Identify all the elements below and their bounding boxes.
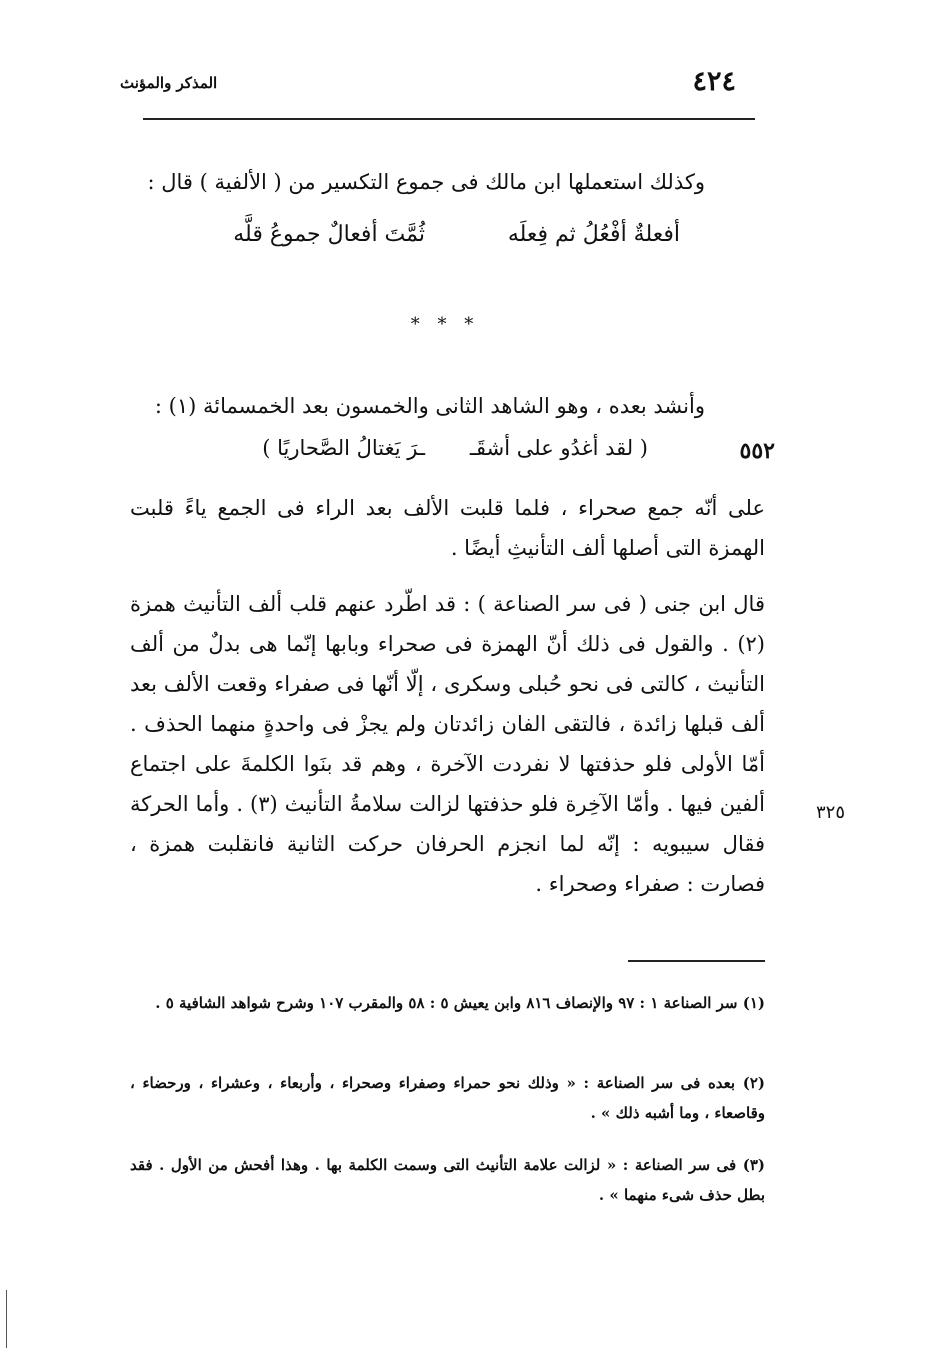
margin-number: ٣٢٥ — [815, 802, 845, 823]
scan-edge-line — [6, 1290, 7, 1348]
example-number: ٥٥٢ — [739, 438, 775, 464]
verse-right-hemistich: أفعلةٌ أفْعُلُ ثم فِعلَه — [507, 222, 680, 247]
anshad-line: وأنشد بعده ، وهو الشاهد الثانى والخمسون بعد الخمسمائة (١) : — [154, 394, 705, 418]
paragraph-2: قال ابن جنى ( فى سر الصناعة ) : قد اطّرد عنهم قلب ألف التأنيث همزة (٢) . والقول فى ذلك أنّ الهمزة فى صحراء وبابها إنّما هى بدلٌ من ألف التأنيث ، كالتى فى نحو حُبلى وسكرى ، إلّا أنّها فى صفراء وقعت الألف بعد ألف قبلها زائدة ، فالتقى الفان زائدتان ولم يجزْ فى واحدةٍ منهما الحذف . أمّا الأولى فلو حذفتها لا نفردت الآخرة ، وهم قد بنَوا الكلمةَ على اجتماع ألفين فيها . وأمّا الآخِرة فلو حذفتها لزالت سلامةُ التأنيث (٣) . وأما الحركة فقال سيبويه : إنّه لما انجزم الحرفان حركت الثانية فانقلبت همزة ، فصارت : صفراء وصحراء . — [130, 592, 765, 896]
section-separator: * * * — [410, 314, 480, 335]
footnote-1: (١) سر الصناعة ١ : ٩٧ والإنصاف ٨١٦ وابن يعيش ٥ : ٥٨ والمقرب ١٠٧ وشرح شواهد الشافية ٥ . — [155, 994, 765, 1012]
header-rule — [143, 118, 755, 120]
footnote-3: (٣) فى سر الصناعة : « لزالت علامة التأنيث التى وسمت الكلمة بها . وهذا أفحش من الأول . فقد بطل حذف شىء منهما » . — [130, 1156, 765, 1204]
footnote-2: (٢) بعده فى سر الصناعة : « وذلك نحو حمراء وصفراء وصحراء ، وأربعاء ، وعشراء ، ورحضاء ، وقاصعاء ، وما أشبه ذلك » . — [130, 1074, 765, 1122]
example-verse-left: ـرَ يَغتالُ الصَّحاريًا ) — [262, 436, 425, 460]
running-title: المذكر والمؤنث — [120, 74, 218, 92]
page-number: ٤٢٤ — [692, 66, 736, 97]
intro-line: وكذلك استعملها ابن مالك فى جموع التكسير من ( الألفية ) قال : — [147, 170, 705, 194]
example-verse-right: ( لقد أغدُو على أشقَـ — [469, 436, 648, 460]
footnote-rule — [628, 960, 765, 962]
verse-left-hemistich: ثُمَّتَ أفعالٌ جموعُ قلَّه — [233, 222, 425, 247]
paragraph-1: على أنّه جمع صحراء ، فلما قلبت الألف بعد الراء فى الجمع ياءً قلبت الهمزة التى أصلها ألف التأنيثِ أيضًا . — [130, 496, 765, 560]
